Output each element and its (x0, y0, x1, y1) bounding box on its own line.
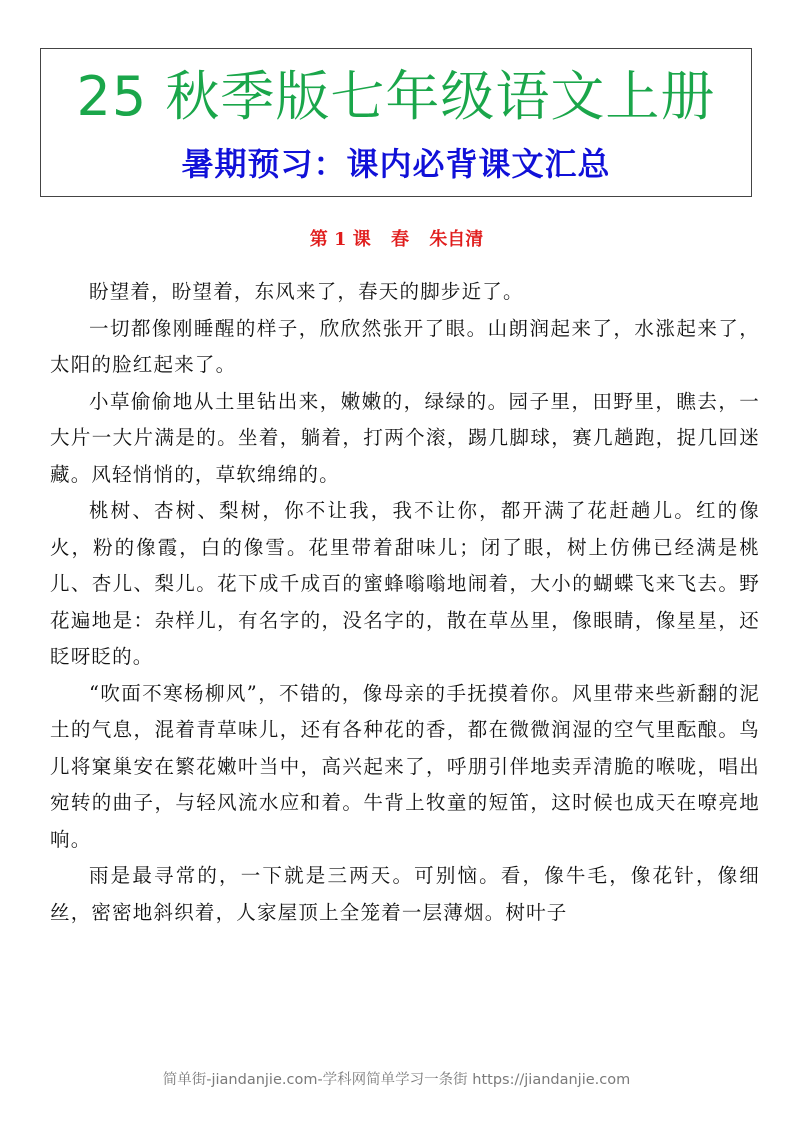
paragraph: 一切都像刚睡醒的样子，欣欣然张开了眼。山朗润起来了，水涨起来了，太阳的脸红起来了。 (50, 316, 760, 376)
lesson-heading (0, 226, 793, 254)
paragraph: 桃树、杏树、梨树，你不让我，我不让你，都开满了花赶趟儿。红的像火，粉的像霞，白的像雪。花里带着甜味儿；闭了眼，树上仿佛已经满是桃儿、杏儿、梨儿。花下成千成百的蜜蜂嗡嗡地闹着，大小的蝴蝶飞来飞去。野花遍地是：杂样儿，有名字的，没名字的，散在草丛里，像眼睛，像星星，还眨呀眨的。 (50, 499, 760, 668)
paragraph: “吹面不寒杨柳风”，不错的，像母亲的手抚摸着你。风里带来些新翻的泥土的气息，混着青草味儿，还有各种花的香，都在微微润湿的空气里酝酿。鸟儿将窠巢安在繁花嫩叶当中，高兴起来了，呼朋引伴地卖弄清脆的喉咙，唱出宛转的曲子，与轻风流水应和着。牛背上牧童的短笛，这时候也成天在嘹亮地响。 (50, 681, 760, 851)
footer-watermark: 简单街-jiandanjie.com-学科网简单学习一条街 https://jiandanjie.com (162, 1072, 631, 1088)
title-box (40, 48, 752, 197)
main-title: 25 秋季版七年级语文上册 (76, 65, 716, 128)
lesson-number: 第 1 课 (309, 229, 371, 250)
paragraph: 小草偷偷地从土里钻出来，嫩嫩的，绿绿的。园子里，田野里，瞧去，一大片一大片满是的。坐着，躺着，打两个滚，踢几脚球，赛几趟跑，捉几回迷藏。风轻悄悄的，草软绵绵的。 (50, 389, 760, 486)
lesson-text (50, 274, 760, 931)
paragraph: 雨是最寻常的，一下就是三两天。可别恼。看，像牛毛，像花针，像细丝，密密地斜织着，人家屋顶上全笼着一层薄烟。树叶子 (50, 864, 760, 924)
paragraph: 盼望着，盼望着，东风来了，春天的脚步近了。 (89, 280, 524, 303)
sub-title: 暑期预习：课内必背课文汇总 (181, 145, 611, 183)
lesson-author: 朱自清 (429, 229, 484, 250)
lesson-title: 春 (391, 229, 410, 250)
